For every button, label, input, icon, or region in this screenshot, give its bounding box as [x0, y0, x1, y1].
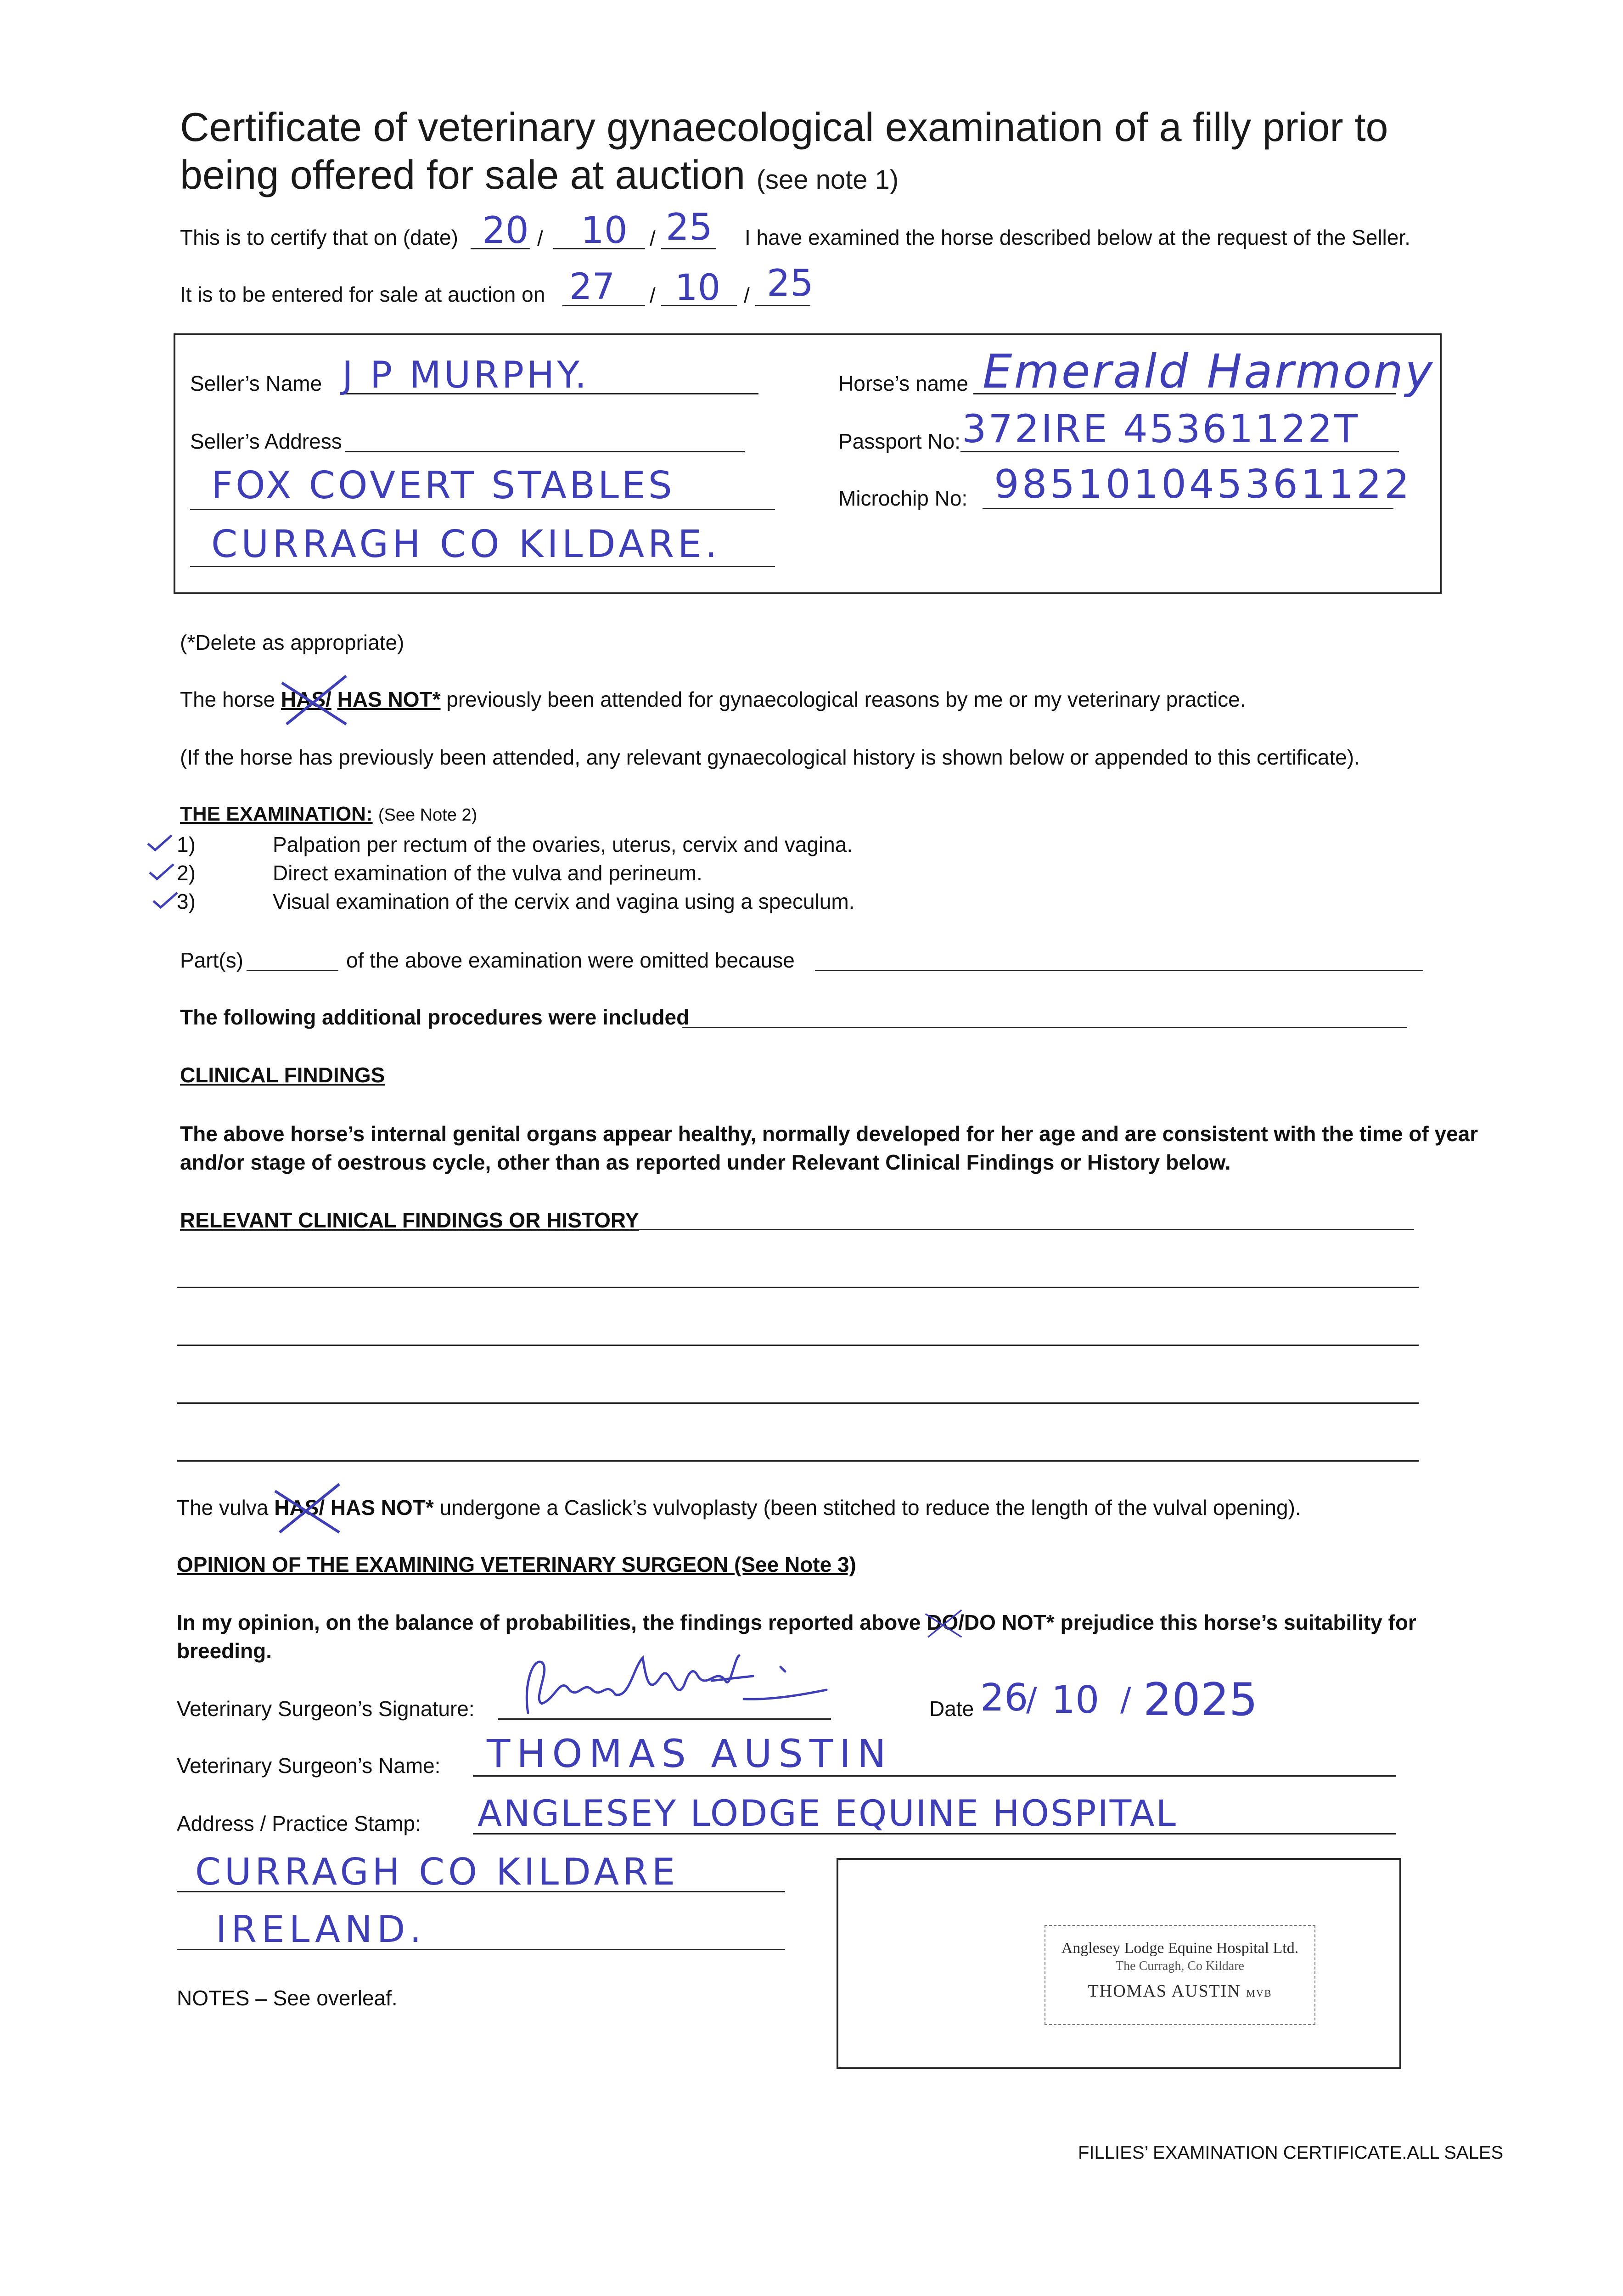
- auction-year: 25: [767, 262, 814, 304]
- vulva-slash: /: [319, 1496, 325, 1519]
- vet-name: THOMAS AUSTIN: [487, 1731, 893, 1776]
- passport-number: 372IRE 45361122T: [962, 406, 1360, 451]
- cross-mark-icon: [270, 1482, 344, 1537]
- additional-procedures-line: [682, 1027, 1407, 1028]
- stamp-line-2: The Curragh, Co Kildare: [1116, 1959, 1244, 1973]
- auction-sep-1: /: [650, 283, 656, 307]
- exam-month: 10: [581, 209, 628, 252]
- additional-procedures: The following additional procedures were included: [180, 1005, 690, 1029]
- notes-reference: NOTES – See overleaf.: [177, 1986, 398, 2010]
- exam-day: 20: [482, 209, 529, 252]
- seller-name-label: Seller’s Name: [190, 371, 322, 395]
- omitted-mid: of the above examination were omitted because: [346, 948, 795, 972]
- stamp-qualification: MVB: [1246, 1987, 1272, 1999]
- examination-heading-text: THE EXAMINATION:: [180, 803, 373, 825]
- practice-address-1: ANGLESEY LODGE EQUINE HOSPITAL: [477, 1793, 1177, 1835]
- title-line-2: [180, 151, 1388, 204]
- seller-address-line-0: [345, 451, 745, 452]
- footer-label: FILLIES’ EXAMINATION CERTIFICATE.ALL SALES: [1078, 2143, 1504, 2163]
- exam-item-2-num: 2): [177, 861, 196, 885]
- seller-address-1: FOX COVERT STABLES: [211, 464, 675, 507]
- opinion-line-2: breeding.: [177, 1639, 272, 1663]
- vulva-has: [274, 1496, 319, 1519]
- clinical-statement-1: The above horse’s internal genital organs appear healthy, normally developed for her age and are consistent with the time of year: [180, 1122, 1478, 1146]
- certificate-title: [180, 103, 1388, 204]
- history-note: (If the horse has previously been attended, any relevant gynaecological history is shown below or appended to this certificate).: [180, 745, 1360, 769]
- exam-item-3-text: Visual examination of the cervix and vagina using a speculum.: [273, 889, 855, 913]
- opinion-do-not: DO NOT*: [964, 1610, 1055, 1634]
- seller-address-line-1: [190, 509, 775, 510]
- examination-heading-note: (See Note 2): [378, 805, 477, 825]
- signature-date-year: 2025: [1143, 1674, 1258, 1726]
- opinion-do: [927, 1610, 958, 1634]
- cross-mark-icon: [923, 1597, 964, 1652]
- delete-note: (*Delete as appropriate): [180, 630, 404, 654]
- seller-address-2: CURRAGH CO KILDARE.: [211, 523, 721, 566]
- exam-item-2-text: Direct examination of the vulva and perineum.: [273, 861, 702, 885]
- practice-address-3: IRELAND.: [216, 1908, 426, 1951]
- omitted-prefix: Part(s): [180, 948, 243, 972]
- attended-slash: /: [326, 687, 331, 711]
- findings-line: [177, 1287, 1419, 1288]
- vulva-line: [177, 1495, 1301, 1520]
- exam-year: 25: [666, 206, 713, 248]
- opinion-prefix: In my opinion, on the balance of probabilities, the findings reported above: [177, 1610, 921, 1634]
- findings-line: [177, 1345, 1419, 1346]
- horse-name-label: Horse’s name: [838, 371, 968, 395]
- horse-name: Emerald Harmony: [983, 344, 1435, 399]
- attended-line: [180, 687, 1246, 712]
- attended-suffix: previously been attended for gynaecological reasons by me or my veterinary practice.: [446, 687, 1246, 711]
- title-note: (see note 1): [756, 165, 899, 195]
- relevant-findings-line: [629, 1229, 1414, 1230]
- exam-item-1-num: 1): [177, 833, 196, 856]
- auction-day: 27: [569, 266, 615, 308]
- signature-label: Veterinary Surgeon’s Signature:: [177, 1697, 475, 1721]
- microchip-number: 985101045361122: [994, 461, 1412, 507]
- date-label: Date: [929, 1697, 974, 1721]
- signature-date-sep-2: /: [1120, 1681, 1131, 1718]
- clinical-statement-2: and/or stage of oestrous cycle, other than as reported under Relevant Clinical Findings or History below.: [180, 1150, 1231, 1174]
- opinion-slash: /: [958, 1610, 964, 1634]
- opinion-line-1: [177, 1610, 1416, 1635]
- title-line-2-text: being offered for sale at auction: [180, 152, 746, 197]
- signature-date-sep-1: /: [1026, 1681, 1037, 1718]
- opinion-do-text: DO: [927, 1610, 959, 1634]
- clinical-findings-heading: CLINICAL FINDINGS: [180, 1063, 385, 1087]
- seller-name: J P MURPHY.: [342, 354, 590, 396]
- seller-address-label: Seller’s Address: [190, 429, 342, 453]
- passport-label: Passport No:: [838, 429, 960, 453]
- opinion-suffix: prejudice this horse’s suitability for: [1060, 1610, 1416, 1634]
- certify-suffix: I have examined the horse described below at the request of the Seller.: [745, 225, 1410, 249]
- signature-date-day: 26: [980, 1676, 1028, 1720]
- attended-has-not: HAS NOT*: [337, 687, 441, 711]
- cross-mark-icon: [277, 674, 351, 729]
- omitted-parts-line: [247, 970, 338, 971]
- attended-has-text: HAS: [281, 687, 326, 711]
- vulva-has-not: HAS NOT*: [330, 1496, 434, 1519]
- findings-line: [177, 1460, 1419, 1462]
- exam-sep-2: /: [650, 226, 656, 250]
- stamp-line-3: [1045, 1981, 1314, 2001]
- exam-item-3-num: 3): [177, 889, 196, 913]
- findings-line: [177, 1402, 1419, 1404]
- attended-has: [281, 687, 326, 711]
- practice-address-2: CURRAGH CO KILDARE: [195, 1851, 679, 1893]
- microchip-label: Microchip No:: [838, 486, 968, 510]
- vet-name-label: Veterinary Surgeon’s Name:: [177, 1754, 441, 1778]
- handwritten-signature: [514, 1649, 836, 1722]
- auction-year-line: [755, 305, 810, 306]
- attended-prefix: The horse: [180, 687, 275, 711]
- microchip-line: [983, 508, 1393, 509]
- vulva-has-text: HAS: [274, 1496, 319, 1519]
- tick-mark-icon: [146, 833, 174, 852]
- omitted-reason-line: [815, 970, 1423, 971]
- certify-prefix: This is to certify that on (date): [180, 225, 458, 249]
- stamp-line-1: Anglesey Lodge Equine Hospital Ltd.: [1061, 1940, 1299, 1957]
- vulva-prefix: The vulva: [177, 1496, 269, 1519]
- vulva-suffix: undergone a Caslick’s vulvoplasty (been stitched to reduce the length of the vulval opening).: [439, 1496, 1301, 1519]
- opinion-heading: OPINION OF THE EXAMINING VETERINARY SURGEON (See Note 3): [177, 1553, 856, 1576]
- practice-stamp: [1045, 1925, 1315, 2025]
- practice-address-label: Address / Practice Stamp:: [177, 1812, 421, 1835]
- examination-heading: [180, 803, 477, 826]
- tick-mark-icon: [152, 891, 179, 909]
- exam-sep-1: /: [537, 226, 543, 250]
- tick-mark-icon: [148, 862, 175, 881]
- auction-prefix: It is to be entered for sale at auction on: [180, 282, 545, 306]
- title-line-1: Certificate of veterinary gynaecological examination of a filly prior to: [180, 104, 1388, 150]
- exam-item-1-text: Palpation per rectum of the ovaries, uterus, cervix and vagina.: [273, 833, 853, 856]
- relevant-findings-heading: RELEVANT CLINICAL FINDINGS OR HISTORY: [180, 1208, 640, 1232]
- auction-sep-2: /: [744, 283, 750, 307]
- signature-date-month: 10: [1051, 1678, 1100, 1722]
- auction-month: 10: [675, 267, 721, 309]
- stamp-vet-name: THOMAS AUSTIN: [1088, 1981, 1241, 2001]
